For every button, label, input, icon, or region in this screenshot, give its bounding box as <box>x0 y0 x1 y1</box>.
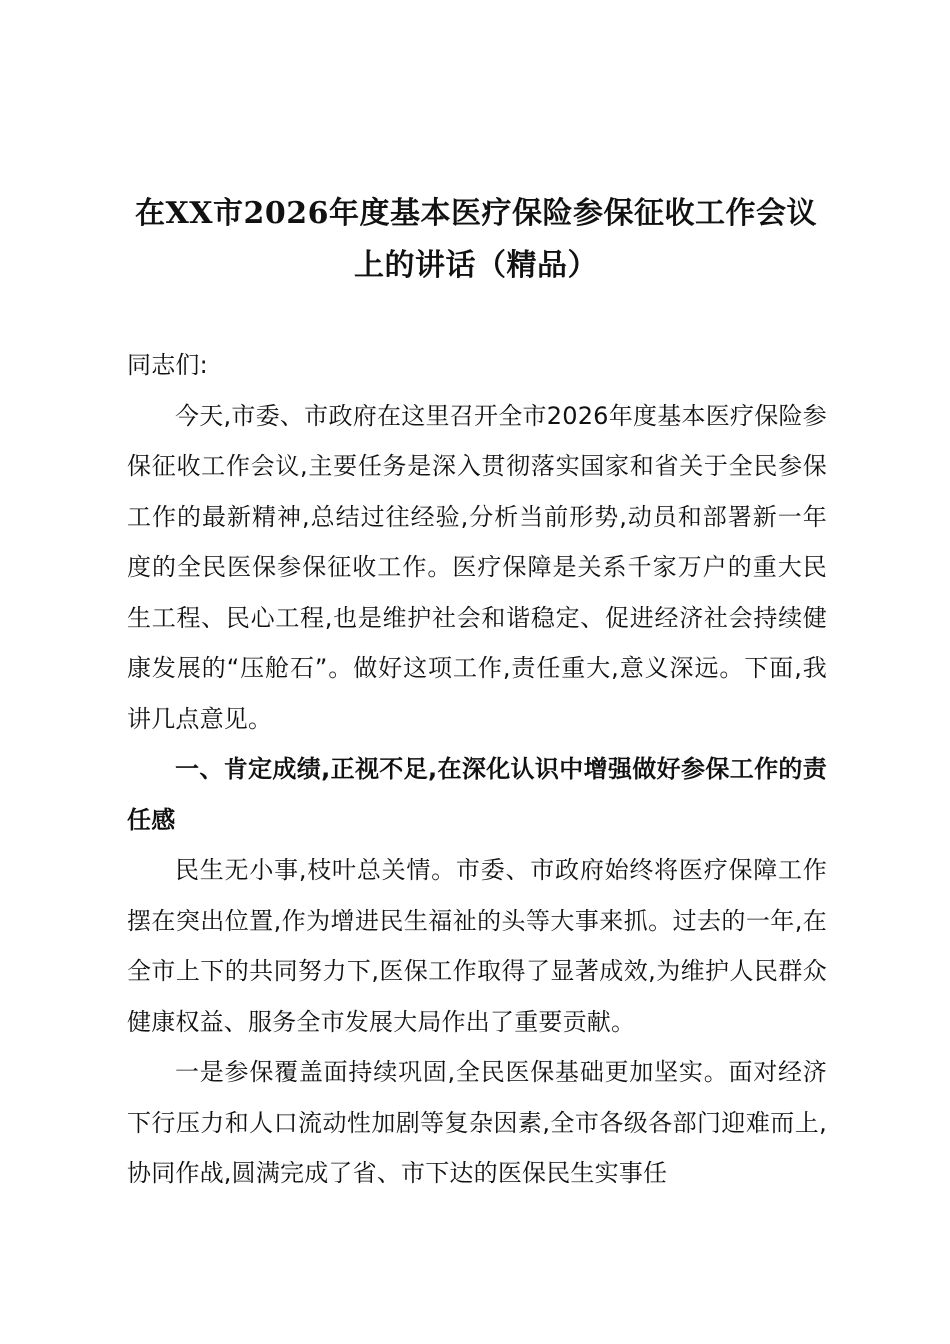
document-body <box>127 340 827 1199</box>
paragraph-achievements: 民生无小事,枝叶总关情。市委、市政府始终将医疗保障工作摆在突出位置,作为增进民生福祉的头等大事来抓。过去的一年,在全市上下的共同努力下,医保工作取得了显著成效,为维护人民群众健康权益、服务全市发展大局作出了重要贡献。 <box>127 856 827 1036</box>
paragraph-intro: 今天,市委、市政府在这里召开全市2026年度基本医疗保险参保征收工作会议,主要任务是深入贯彻落实国家和省关于全民参保工作的最新精神,总结过往经验,分析当前形势,动员和部署新一年度的全民医保参保征收工作。医疗保障是关系千家万户的重大民生工程、民心工程,也是维护社会和谐稳定、促进经济社会持续健康发展的“压舱石”。做好这项工作,责任重大,意义深远。下面,我讲几点意见。 <box>127 401 827 733</box>
paragraph-coverage: 一是参保覆盖面持续巩固,全民医保基础更加坚实。面对经济下行压力和人口流动性加剧等复杂因素,全市各级各部门迎难而上,协同作战,圆满完成了省、市下达的医保民生实事任 <box>127 1058 827 1187</box>
salutation: 同志们: <box>127 351 208 379</box>
section-heading-1: 一、肯定成绩,正视不足,在深化认识中增强做好参保工作的责任感 <box>127 755 827 834</box>
document-title: 在XX市2026年度基本医疗保险参保征收工作会议上的讲话（精品） <box>134 196 818 283</box>
